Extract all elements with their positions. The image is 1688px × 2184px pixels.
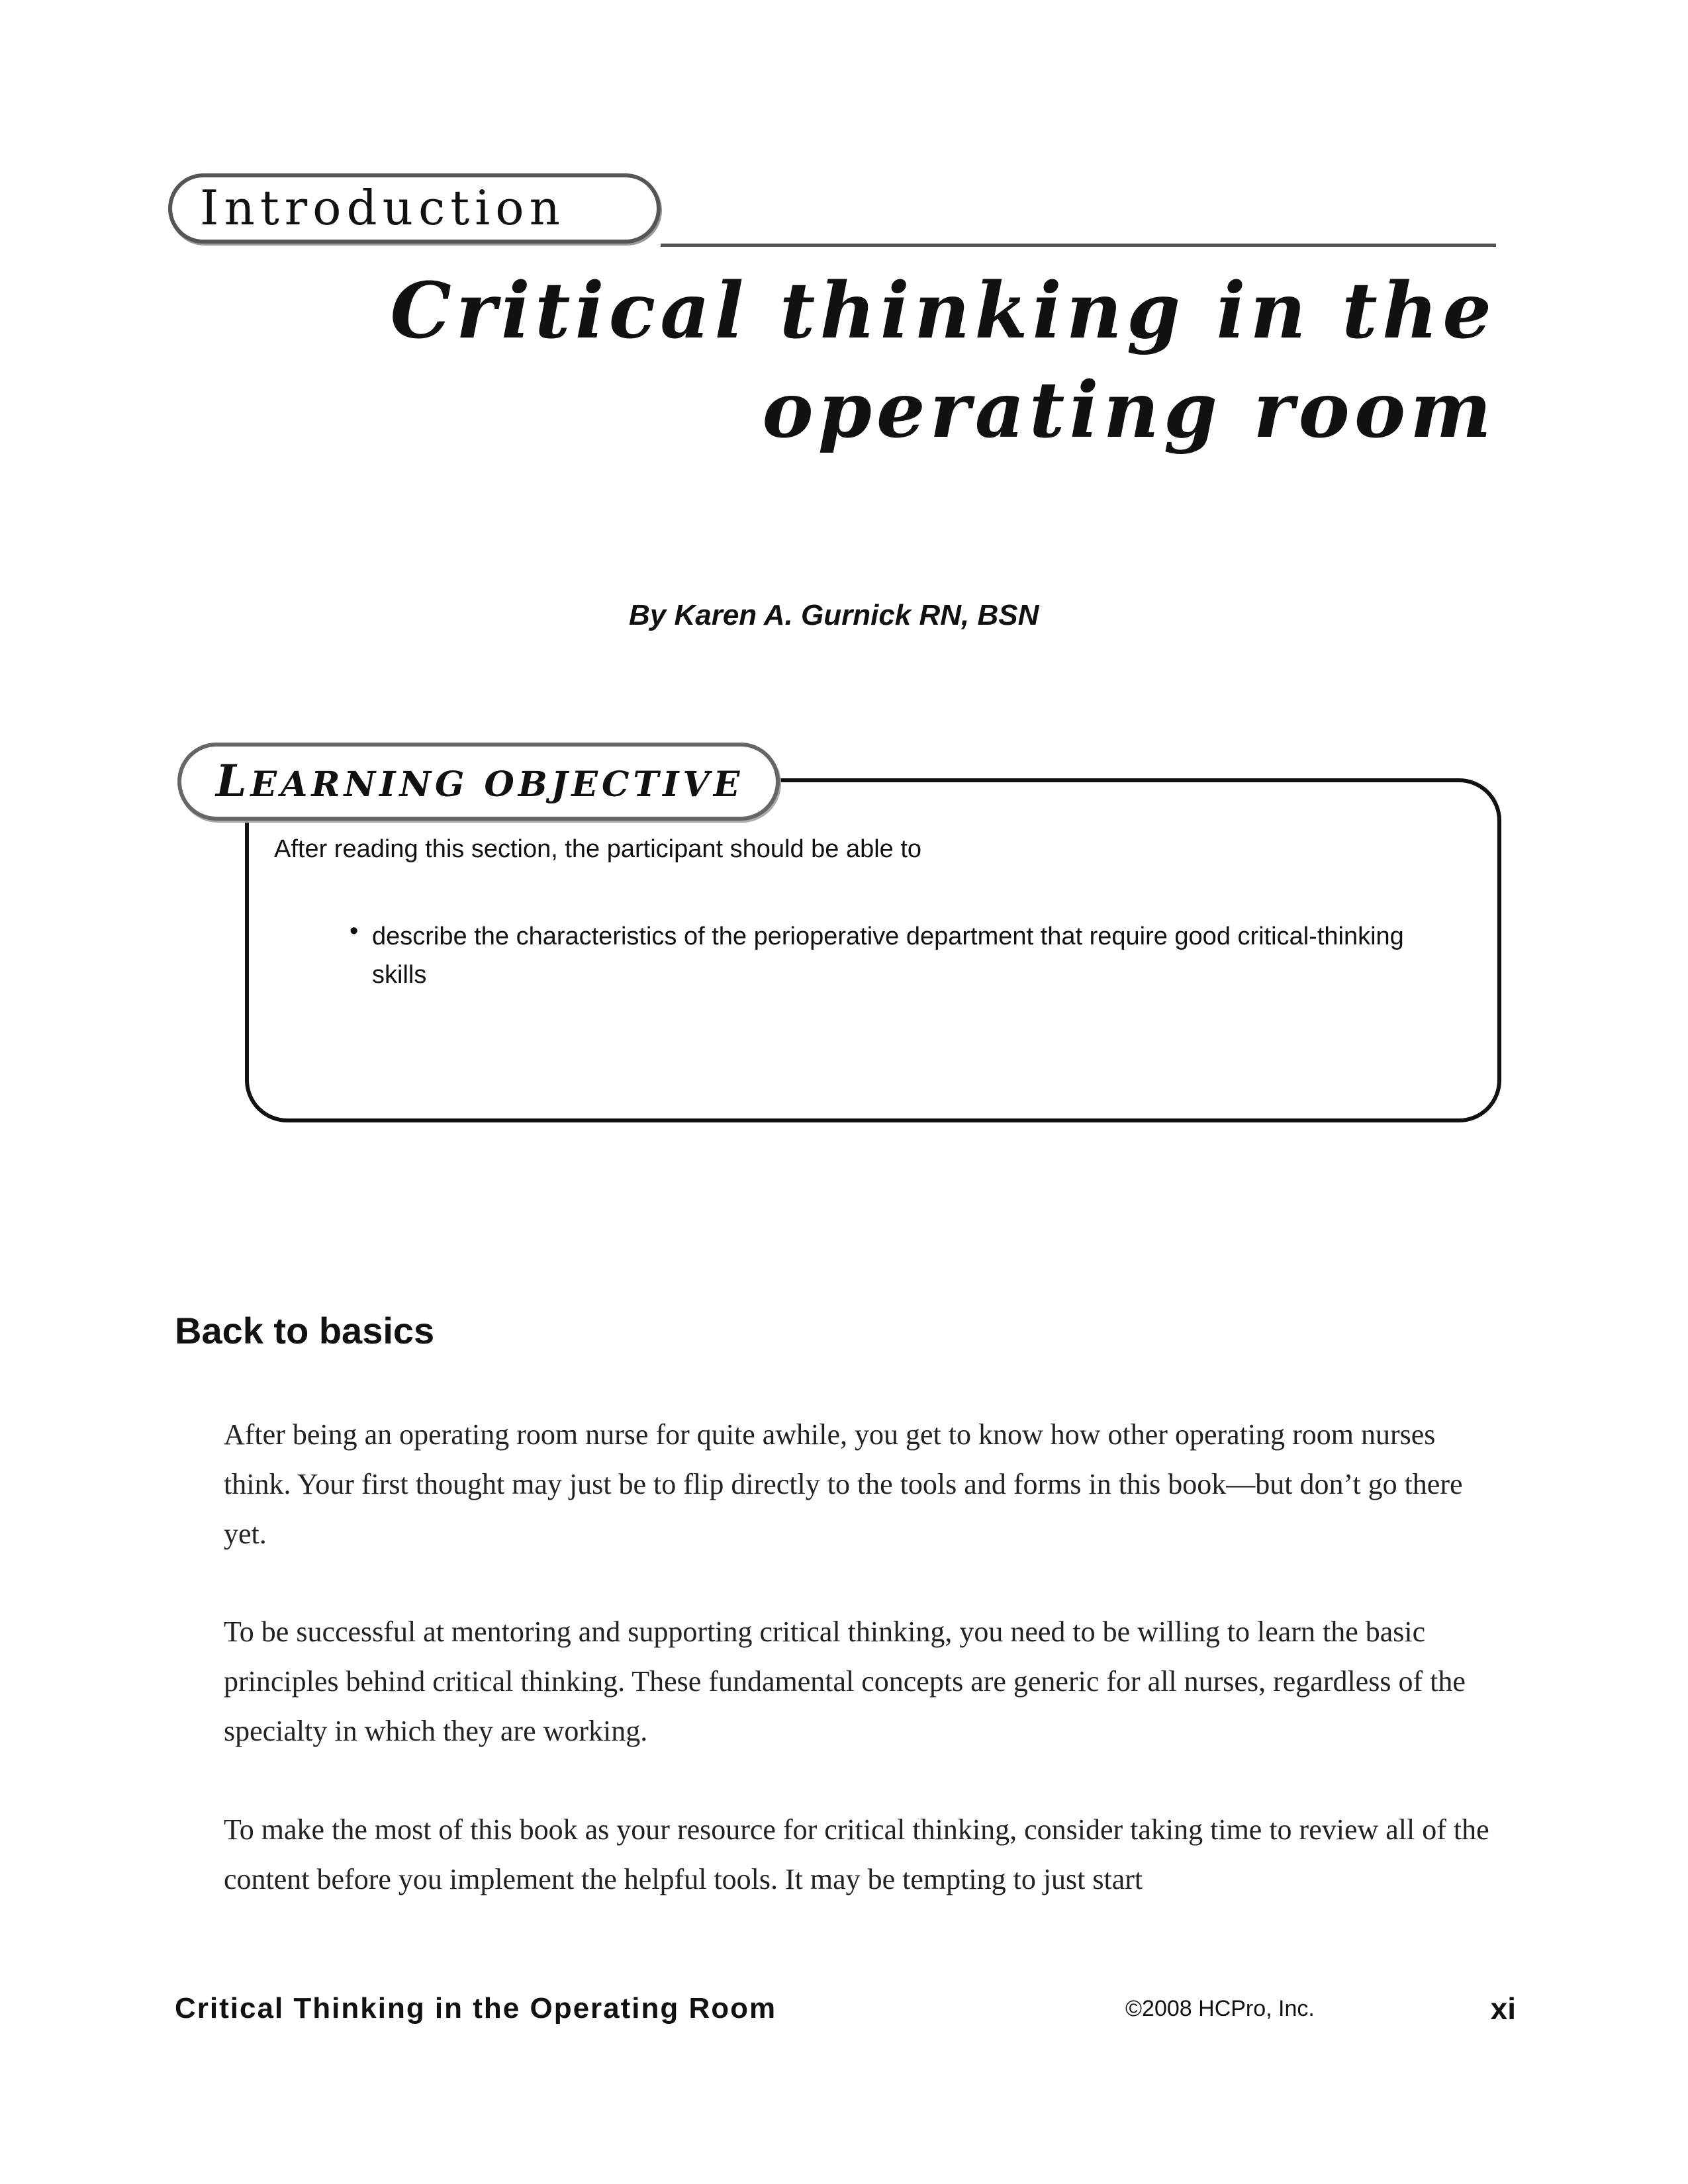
page-title-line-2: operating room bbox=[762, 365, 1496, 455]
learning-objective-label-rest: EARNING OBJECTIVE bbox=[250, 764, 744, 805]
body-paragraph-3: To make the most of this book as your resource for critical thinking, consider taking time to review all of the content before you implement the helpful tools. It may be tempting to just start bbox=[224, 1813, 1489, 1895]
footer-book-title: Critical Thinking in the Operating Room bbox=[175, 1992, 777, 2025]
learning-objective-label bbox=[216, 754, 743, 811]
body-paragraph-1: After being an operating room nurse for quite awhile, you get to know how other operating room nurses think. Your first thought may just be to flip directly to the tools and forms in this book—but don’t go there yet. bbox=[224, 1418, 1463, 1550]
footer-page-number: xi bbox=[1490, 1991, 1516, 2026]
body-paragraph-2: To be successful at mentoring and supporting critical thinking, you need to be willing to learn the basic principles behind critical thinking. These fundamental concepts are generic for all nurses, regardless of the specialty in which they are working. bbox=[224, 1615, 1466, 1747]
bullet-marker: • bbox=[350, 917, 359, 945]
learning-objective-intro: After reading this section, the participant should be able to bbox=[274, 835, 922, 863]
page-title-line-1: Critical thinking in the bbox=[390, 266, 1496, 356]
page-title bbox=[390, 261, 1496, 460]
footer-copyright: ©2008 HCPro, Inc. bbox=[1125, 1996, 1315, 2021]
section-heading: Back to basics bbox=[175, 1310, 435, 1351]
author-byline: By Karen A. Gurnick RN, BSN bbox=[629, 599, 1039, 631]
introduction-label: Introduction bbox=[200, 180, 565, 236]
learning-objective-item: describe the characteristics of the perioperative department that require good critical-thinking skills bbox=[372, 923, 1404, 989]
learning-objective-label-initial: L bbox=[216, 755, 251, 807]
header-rule bbox=[661, 244, 1496, 247]
